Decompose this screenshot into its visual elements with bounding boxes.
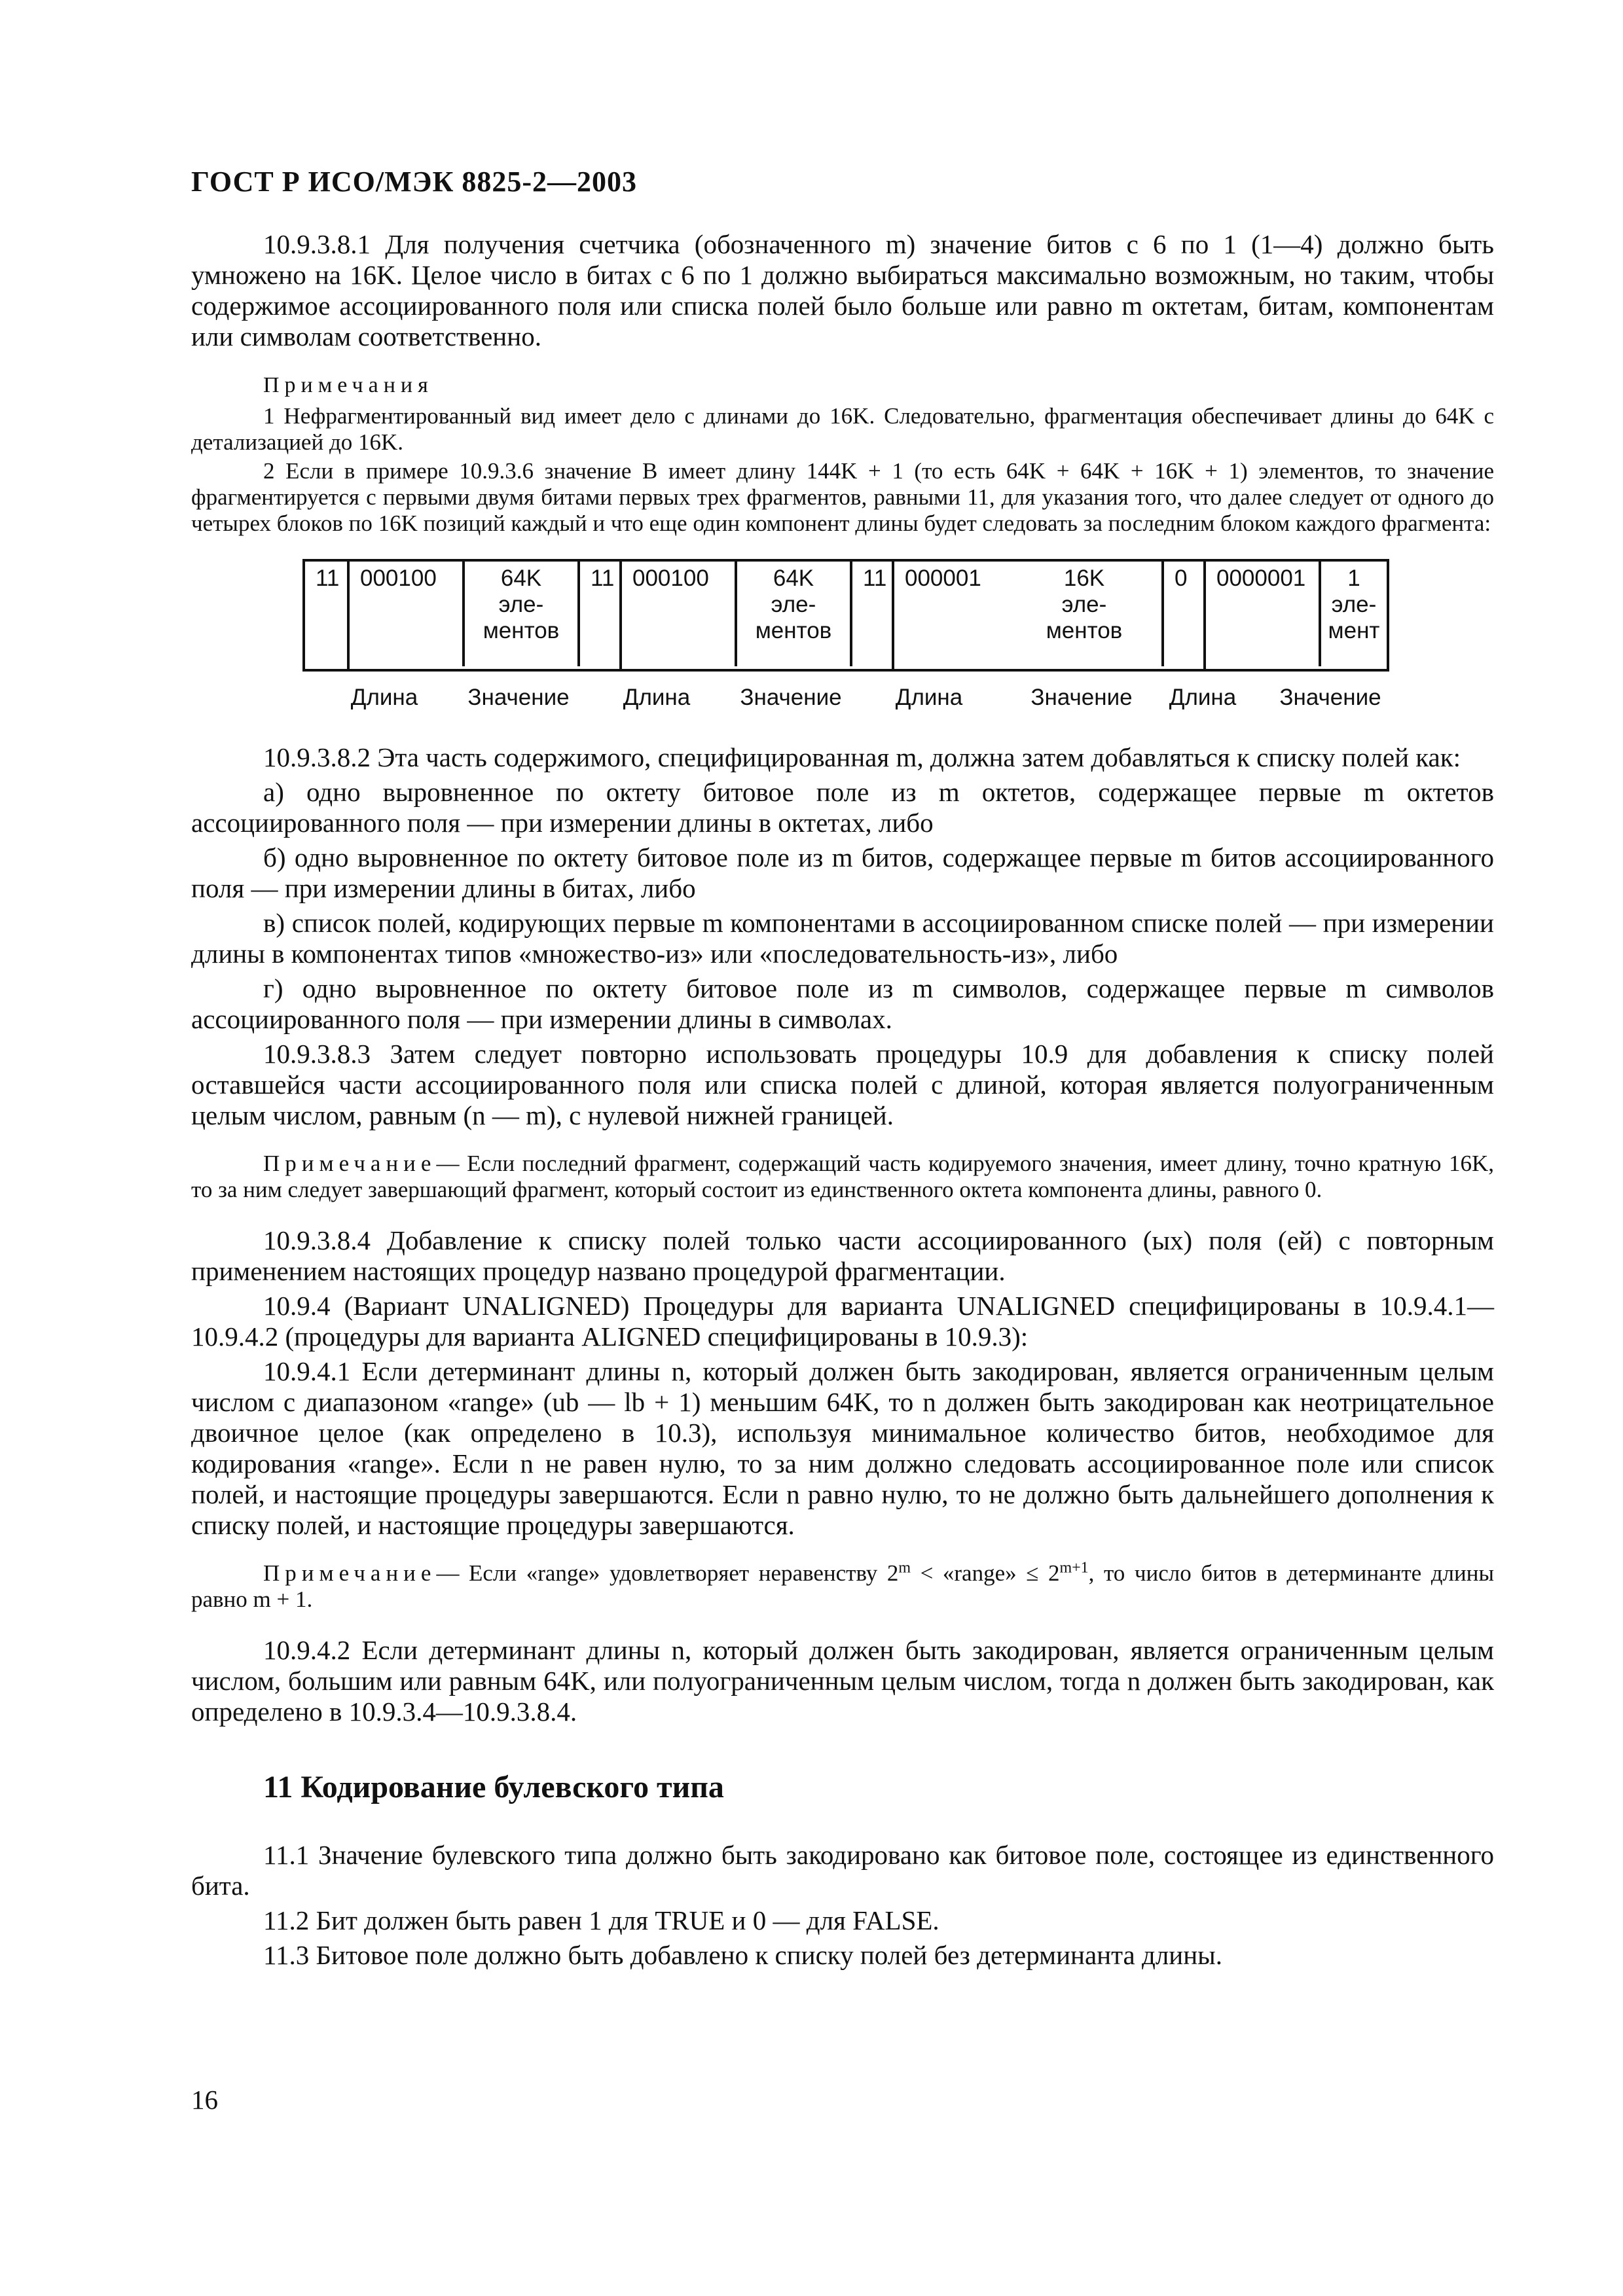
note-sup-2: m+1	[1059, 1559, 1089, 1577]
diagram-tick	[892, 648, 894, 669]
note-label: Примечание	[263, 1560, 437, 1586]
diagram-value-3: 16K эле- ментов	[1046, 565, 1123, 643]
note-2: 2 Если в примере 10.9.3.6 значение B имеет длину 144K + 1 (то есть 64K + 64K + 16K + 1) элементов, то значение фрагментируется с первыми двумя битами первых трех фрагментов, равными 11, для указания того, что далее следует от одного до четырех блоков по 16K позиций каждый и что еще один компонент длины будет следовать за последним блоком каждого фрагмента:	[191, 458, 1494, 536]
diagram-tick	[619, 648, 622, 669]
paragraph-10-9-3-8-4: 10.9.3.8.4 Добавление к списку полей только части ассоциированного (ых) поля (ей) с повторным применением настоящих процедур названо процедурой фрагментации.	[191, 1225, 1494, 1286]
notes-title: Примечания	[263, 373, 433, 397]
list-item-b: б) одно выровненное по октету битовое поле из m битов, содержащее первые m битов ассоциированного поля — при измерении длины в битах, либо	[191, 842, 1494, 903]
list-item-a: а) одно выровненное по октету битовое поле из m октетов, содержащее первые m октетов ассоциированного поля — при измерении длины в октетах, либо	[191, 777, 1494, 838]
diagram-label-value-1: Значение	[467, 685, 570, 710]
note-range	[191, 1560, 1494, 1613]
diagram-label-length-4: Длина	[1169, 685, 1237, 710]
page-number: 16	[191, 2085, 218, 2115]
diagram-prefix-3: 11	[850, 559, 892, 666]
paragraph-10-9-3-8-1: 10.9.3.8.1 Для получения счетчика (обозначенного m) значение битов с 6 по 1 (1—4) должно быть умножено на 16K. Целое число в битах с 6 по 1 должно выбираться максимально возможным, но таким, чтобы содержимое ассоциированного поля или списка полей было больше или равно m октетам, битам, компонентам или символам соответственно.	[191, 229, 1494, 351]
note-text-b: < «range» ≤ 2	[911, 1560, 1060, 1586]
list-item-v: в) список полей, кодирующих первые m компонентами в ассоциированном списке полей — при измерении длины в компонентах типов «множество-из» или «последовательность-из», либо	[191, 908, 1494, 969]
paragraph-10-9-3-8-3: 10.9.3.8.3 Затем следует повторно использовать процедуры 10.9 для добавления к списку полей оставшейся части ассоциированного поля или списка полей с длиной, которая является полуограниченным целым числом, равным (n — m), с нулевой нижней границей.	[191, 1039, 1494, 1130]
paragraph-11-2: 11.2 Бит должен быть равен 1 для TRUE и 0 — для FALSE.	[263, 1905, 939, 1935]
note-1: 1 Нефрагментированный вид имеет дело с длинами до 16K. Следовательно, фрагментация обеспечивает длины до 64K с детализацией до 16K.	[191, 403, 1494, 455]
diagram-prefix-4: 0	[1161, 559, 1203, 666]
note-label: Примечание	[263, 1151, 437, 1176]
diagram-tick	[347, 648, 350, 669]
paragraph-10-9-4-2: 10.9.4.2 Если детерминант длины n, который должен быть закодирован, является ограниченным целым числом, большим или равным 64K, или полуограниченным целым числом, тогда n должен быть закодирован, как определено в 10.9.3.4—10.9.3.8.4.	[191, 1635, 1494, 1727]
document-header: ГОСТ Р ИСО/МЭК 8825-2—2003	[191, 166, 638, 198]
note-text-c: , то число битов в детерминанте длины равно m + 1.	[191, 1560, 1494, 1612]
paragraph-11-1: 11.1 Значение булевского типа должно быть закодировано как битовое поле, состоящее из единственного бита.	[191, 1840, 1494, 1901]
diagram-bits-2: 000100	[619, 559, 735, 666]
diagram-value-2: 64K эле- ментов	[735, 559, 850, 666]
note-fragment	[191, 1151, 1494, 1203]
diagram-label-value-3: Значение	[1030, 685, 1133, 710]
diagram-value-4: 1 эле- мент	[1319, 559, 1387, 666]
section-heading-11: 11 Кодирование булевского типа	[263, 1770, 724, 1804]
diagram-prefix-1: 11	[316, 565, 340, 591]
paragraph-10-9-4-1: 10.9.4.1 Если детерминант длины n, который должен быть закодирован, является ограниченным целым числом с диапазоном «range» (ub — lb + 1) меньшим 64K, то n должен быть закодирован как неотрицательное двоичное целое (как определено в 10.3), используя минимальное количество битов, необходимое для кодирования «range». Если n не равен нулю, то за ним должно следовать ассоциированное поле или список полей, и настоящие процедуры завершаются. Если n равно нулю, то не должно быть дальнейшего дополнения к списку полей, и настоящие процедуры завершаются.	[191, 1356, 1494, 1540]
note-sup-1: m	[898, 1559, 911, 1577]
paragraph-10-9-3-8-2: 10.9.3.8.2 Эта часть содержимого, специфицированная m, должна затем добавляться к списку полей как:	[263, 742, 1461, 772]
diagram-bits-4: 0000001	[1203, 559, 1319, 666]
diagram-label-value-4: Значение	[1279, 685, 1381, 710]
note-text-a: — Если «range» удовлетворяет неравенству 2	[436, 1560, 899, 1586]
diagram-label-length-2: Длина	[623, 685, 691, 710]
diagram-tick	[1203, 648, 1206, 669]
fragmentation-diagram	[302, 559, 1389, 723]
diagram-bits-1: 000100	[347, 559, 462, 666]
list-item-g: г) одно выровненное по октету битовое поле из m символов, содержащее первые m символов ассоциированного поля — при измерении длины в символах.	[191, 973, 1494, 1034]
diagram-prefix-2: 11	[577, 559, 619, 666]
paragraph-11-3: 11.3 Битовое поле должно быть добавлено к списку полей без детерминанта длины.	[263, 1940, 1222, 1970]
diagram-label-length-3: Длина	[895, 685, 963, 710]
paragraph-10-9-4: 10.9.4 (Вариант UNALIGNED) Процедуры для варианта UNALIGNED специфицированы в 10.9.4.1—10.9.4.2 (процедуры для варианта ALIGNED специфицированы в 10.9.3):	[191, 1291, 1494, 1352]
document-body	[191, 229, 1494, 1975]
diagram-value-1: 64K эле- ментов	[462, 559, 577, 666]
diagram-label-length-1: Длина	[350, 685, 418, 710]
diagram-bits-3: 000001	[892, 559, 1007, 666]
diagram-label-value-2: Значение	[740, 685, 842, 710]
note-text: — Если последний фрагмент, содержащий часть кодируемого значения, имеет длину, точно кратную 16K, то за ним следует завершающий фрагмент, который состоит из единственного октета компонента длины, равного 0.	[191, 1151, 1494, 1202]
